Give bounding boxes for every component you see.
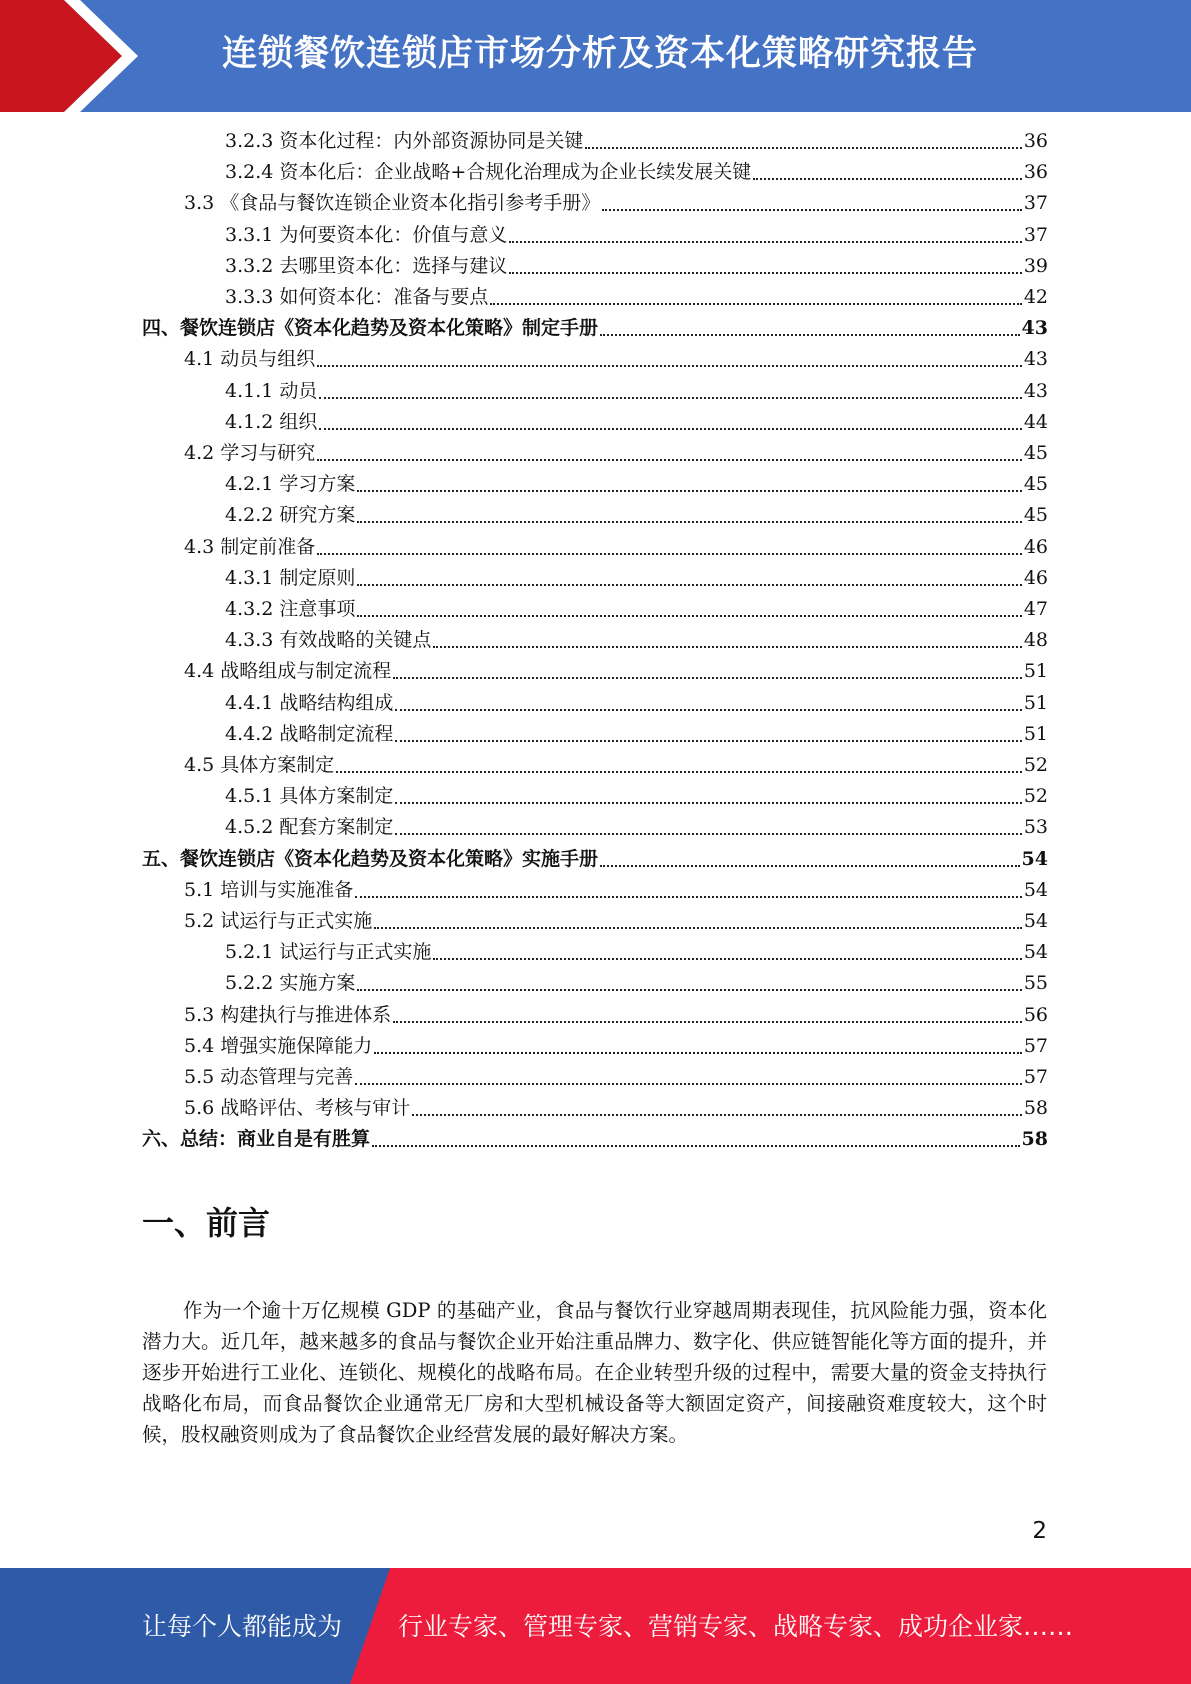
toc-entry-label: 5.2.1 试运行与正式实施	[225, 941, 432, 964]
toc-entry-label: 4.3.2 注意事项	[225, 598, 356, 620]
toc-entry-label: 4.5.2 配套方案制定	[225, 816, 394, 839]
toc-entry-page: 36	[1023, 161, 1048, 184]
toc-entry[interactable]	[225, 719, 1048, 750]
toc-entry[interactable]	[184, 1031, 1048, 1062]
toc-leader-dots	[393, 677, 1022, 679]
toc-leader-dots	[319, 428, 1021, 430]
toc-entry-page: 46	[1023, 566, 1048, 589]
toc-entry-page: 43	[1021, 317, 1048, 340]
toc-entry[interactable]	[184, 1000, 1048, 1031]
toc-leader-dots	[317, 553, 1022, 555]
toc-entry[interactable]	[184, 750, 1048, 781]
toc-entry[interactable]	[184, 1062, 1048, 1093]
toc-entry-label: 4.5 具体方案制定	[184, 754, 335, 776]
toc-entry[interactable]	[225, 688, 1048, 719]
toc-entry-page: 55	[1023, 972, 1048, 995]
toc-leader-dots	[357, 521, 1021, 523]
section-paragraph: 作为一个逾十万亿规模 GDP 的基础产业，食品与餐饮行业穿越周期表现佳，抗风险能力强，资本化潜力大。近几年，越来越多的食品与餐饮企业开始注重品牌力、数字化、供应链智能化等方面的提升，并逐步开始进行工业化、连锁化、规模化的战略布局。在企业转型升级的过程中，需要大量的资金支持执行战略化布局，而食品餐饮企业通常无厂房和大型机械设备等大额固定资产，间接融资难度较大，这个时候，股权融资则成为了食品餐饮企业经营发展的最好解决方案。	[142, 1299, 1047, 1446]
toc-leader-dots	[336, 771, 1022, 773]
toc-entry-page: 45	[1023, 473, 1048, 496]
toc-entry-label: 4.1 动员与组织	[184, 348, 316, 371]
toc-entry[interactable]	[225, 937, 1048, 968]
toc-entry-label: 4.5.1 具体方案制定	[225, 785, 394, 808]
toc-entry[interactable]	[225, 625, 1048, 656]
toc-entry-label: 5.6 战略评估、考核与审计	[184, 1097, 411, 1120]
toc-entry-label: 4.4 战略组成与制定流程	[184, 660, 392, 683]
toc-leader-dots	[355, 1083, 1022, 1085]
toc-entry-page: 57	[1023, 1066, 1048, 1088]
toc-entry-page: 51	[1023, 722, 1048, 745]
toc-entry-page: 46	[1023, 535, 1048, 558]
toc-entry-label: 3.3.3 如何资本化：准备与要点	[225, 286, 489, 308]
toc-leader-dots	[393, 1021, 1022, 1023]
footer-slogan-left: 让每个人都能成为	[142, 1612, 343, 1641]
toc-leader-dots	[602, 209, 1022, 211]
toc-entry[interactable]	[142, 844, 1048, 875]
toc-leader-dots	[357, 584, 1021, 586]
toc-entry[interactable]	[184, 532, 1048, 563]
toc-entry-page: 58	[1023, 1097, 1048, 1120]
toc-entry-page: 48	[1023, 629, 1048, 652]
toc-leader-dots	[433, 958, 1021, 960]
toc-entry-page: 54	[1023, 910, 1048, 932]
toc-entry-label: 4.2.1 学习方案	[225, 473, 356, 496]
toc-entry[interactable]	[184, 656, 1048, 687]
toc-entry-label: 3.2.4 资本化后：企业战略+合规化治理成为企业长续发展关键	[225, 161, 752, 184]
toc-entry-page: 52	[1023, 754, 1048, 776]
toc-entry[interactable]	[225, 563, 1048, 594]
toc-entry-label: 4.1.1 动员	[225, 379, 318, 402]
toc-leader-dots	[600, 334, 1020, 336]
toc-entry-page: 43	[1023, 379, 1048, 402]
toc-leader-dots	[355, 896, 1022, 898]
toc-entry[interactable]	[142, 1124, 1048, 1155]
toc-entry-label: 5.2.2 实施方案	[225, 972, 356, 995]
toc-entry[interactable]	[184, 875, 1048, 906]
toc-entry[interactable]	[184, 906, 1048, 937]
toc-leader-dots	[395, 833, 1021, 835]
toc-entry-label: 4.2 学习与研究	[184, 442, 316, 464]
toc-entry-page: 53	[1023, 816, 1048, 839]
toc-entry[interactable]	[225, 157, 1048, 188]
toc-leader-dots	[600, 865, 1020, 867]
toc-entry-page: 56	[1023, 1003, 1048, 1026]
toc-entry[interactable]	[225, 469, 1048, 500]
toc-entry-page: 51	[1023, 691, 1048, 714]
page-footer	[0, 1568, 1191, 1684]
toc-leader-dots	[357, 615, 1021, 617]
toc-entry[interactable]	[225, 251, 1048, 282]
toc-entry[interactable]	[225, 126, 1048, 157]
section-heading: 一、前言	[142, 1204, 271, 1242]
toc-entry[interactable]	[225, 781, 1048, 812]
toc-entry-page: 37	[1023, 223, 1048, 246]
toc-entry-label: 四、餐饮连锁店《资本化趋势及资本化策略》制定手册	[142, 317, 599, 340]
toc-entry-page: 54	[1023, 878, 1048, 901]
toc-leader-dots	[357, 989, 1021, 991]
toc-leader-dots	[357, 490, 1021, 492]
toc-entry[interactable]	[225, 812, 1048, 843]
toc-entry-page: 36	[1023, 130, 1048, 152]
toc-entry[interactable]	[142, 313, 1048, 344]
toc-entry-label: 4.1.2 组织	[225, 410, 318, 433]
toc-entry-label: 4.4.1 战略结构组成	[225, 691, 394, 714]
toc-leader-dots	[319, 397, 1021, 399]
toc-leader-dots	[395, 740, 1021, 742]
toc-entry-page: 44	[1023, 410, 1048, 433]
toc-leader-dots	[412, 1114, 1022, 1116]
toc-entry-page: 45	[1023, 442, 1048, 464]
toc-entry-page: 39	[1023, 254, 1048, 277]
toc-entry[interactable]	[184, 438, 1048, 469]
toc-entry-label: 五、餐饮连锁店《资本化趋势及资本化策略》实施手册	[142, 847, 599, 870]
toc-leader-dots	[509, 241, 1021, 243]
toc-entry[interactable]	[225, 407, 1048, 438]
header-red-arrow-decoration	[0, 0, 150, 112]
toc-entry-label: 4.3.3 有效战略的关键点	[225, 629, 432, 652]
toc-entry[interactable]	[184, 1093, 1048, 1124]
toc-leader-dots	[374, 927, 1022, 929]
toc-entry-label: 5.2 试运行与正式实施	[184, 910, 373, 932]
toc-leader-dots	[509, 272, 1021, 274]
toc-entry-label: 4.3 制定前准备	[184, 535, 316, 558]
toc-entry-label: 4.3.1 制定原则	[225, 566, 356, 589]
toc-entry-page: 58	[1021, 1128, 1048, 1151]
toc-entry[interactable]	[184, 188, 1048, 219]
page-number: 2	[1032, 1518, 1047, 1544]
toc-entry[interactable]	[225, 282, 1048, 313]
toc-entry[interactable]	[225, 220, 1048, 251]
toc-leader-dots	[395, 802, 1021, 804]
toc-entry-page: 43	[1023, 348, 1048, 371]
toc-entry-label: 六、总结：商业自是有胜算	[142, 1128, 371, 1151]
report-title: 连锁餐饮连锁店市场分析及资本化策略研究报告	[222, 34, 979, 74]
toc-entry-page: 57	[1023, 1034, 1048, 1057]
toc-leader-dots	[395, 709, 1021, 711]
toc-entry-page: 54	[1023, 941, 1048, 964]
toc-entry[interactable]	[225, 968, 1048, 999]
toc-entry-page: 45	[1023, 504, 1048, 527]
toc-entry-label: 3.2.3 资本化过程：内外部资源协同是关键	[225, 130, 584, 152]
page-header	[0, 0, 1191, 112]
toc-entry-label: 3.3.1 为何要资本化：价值与意义	[225, 223, 508, 246]
toc-leader-dots	[433, 646, 1021, 648]
toc-entry-label: 5.5 动态管理与完善	[184, 1066, 354, 1088]
toc-entry-label: 5.1 培训与实施准备	[184, 878, 354, 901]
toc-entry-label: 3.3.2 去哪里资本化：选择与建议	[225, 254, 508, 277]
footer-slogan-right: 行业专家、管理专家、营销专家、战略专家、成功企业家……	[398, 1612, 1074, 1641]
toc-entry-label: 4.2.2 研究方案	[225, 504, 356, 527]
toc-leader-dots	[317, 365, 1022, 367]
toc-entry[interactable]	[225, 500, 1048, 531]
toc-entry-page: 51	[1023, 660, 1048, 683]
toc-entry[interactable]	[184, 344, 1048, 375]
toc-entry[interactable]	[225, 594, 1048, 625]
toc-entry-label: 5.3 构建执行与推进体系	[184, 1003, 392, 1026]
toc-entry-label: 3.3 《食品与餐饮连锁企业资本化指引参考手册》	[184, 192, 601, 215]
toc-leader-dots	[374, 1052, 1022, 1054]
toc-entry-label: 4.4.2 战略制定流程	[225, 722, 394, 745]
toc-entry-page: 54	[1021, 847, 1048, 870]
toc-entry-page: 42	[1023, 286, 1048, 308]
toc-entry-page: 37	[1023, 192, 1048, 215]
toc-entry-page: 52	[1023, 785, 1048, 808]
toc-leader-dots	[585, 147, 1021, 149]
toc-leader-dots	[317, 459, 1022, 461]
toc-entry-label: 5.4 增强实施保障能力	[184, 1034, 373, 1057]
toc-leader-dots	[490, 303, 1021, 305]
toc-leader-dots	[372, 1145, 1020, 1147]
toc-entry[interactable]	[225, 376, 1048, 407]
toc-entry-page: 47	[1023, 598, 1048, 620]
toc-leader-dots	[753, 178, 1022, 180]
